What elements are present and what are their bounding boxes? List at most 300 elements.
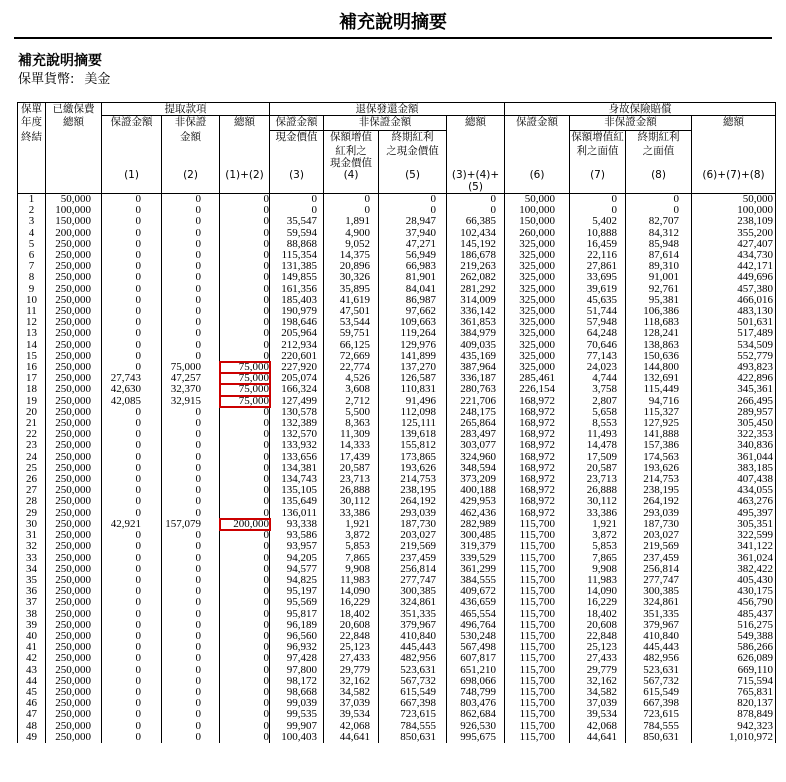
value-cell: 112,098 — [379, 407, 447, 418]
hdr-d-reversion-1: 保額增值紅 — [571, 131, 624, 143]
value-cell: 2,807 — [570, 396, 626, 407]
value-cell: 119,264 — [379, 328, 447, 339]
value-cell: 351,335 — [626, 609, 692, 620]
value-cell: 300,485 — [447, 530, 505, 541]
value-cell: 324,960 — [447, 452, 505, 463]
value-cell: 34,582 — [324, 687, 379, 698]
value-cell: 0 — [162, 194, 220, 206]
value-cell: 262,082 — [447, 272, 505, 283]
hdr-s-terminal-1: 終期紅利 — [379, 131, 447, 146]
value-cell: 100,403 — [270, 732, 324, 743]
value-cell: 0 — [162, 317, 220, 328]
value-cell: 0 — [220, 541, 270, 552]
value-cell: 14,090 — [570, 586, 626, 597]
value-cell: 282,989 — [447, 519, 505, 530]
value-cell: 0 — [220, 653, 270, 664]
value-cell: 0 — [102, 709, 162, 720]
value-cell: 250,000 — [46, 553, 102, 564]
value-cell: 281,292 — [447, 284, 505, 295]
table-row — [18, 496, 776, 507]
value-cell: 250,000 — [46, 418, 102, 429]
value-cell: 0 — [102, 216, 162, 227]
value-cell: 115,327 — [626, 407, 692, 418]
policy-year-cell: 19 — [18, 396, 46, 407]
value-cell: 256,814 — [626, 564, 692, 575]
value-cell: 115,700 — [505, 721, 570, 732]
value-cell: 0 — [162, 642, 220, 653]
value-cell: 0 — [220, 496, 270, 507]
value-cell: 0 — [220, 508, 270, 519]
value-cell: 0 — [220, 418, 270, 429]
value-cell: 0 — [162, 676, 220, 687]
value-cell: 250,000 — [46, 250, 102, 261]
value-cell: 0 — [102, 205, 162, 216]
value-cell: 715,594 — [692, 676, 776, 687]
value-cell: 748,799 — [447, 687, 505, 698]
value-cell: 615,549 — [626, 687, 692, 698]
value-cell: 0 — [220, 351, 270, 362]
policy-year-cell: 40 — [18, 631, 46, 642]
value-cell: 0 — [162, 306, 220, 317]
value-cell: 250,000 — [46, 261, 102, 272]
value-cell: 198,646 — [270, 317, 324, 328]
hdr-s-reversion-1: 保額增值 — [324, 131, 379, 146]
value-cell: 66,385 — [447, 216, 505, 227]
hdr-s-cash: 現金價值 — [270, 131, 324, 146]
hdr-paid-1: 已繳保費 — [46, 103, 102, 116]
value-cell: 250,000 — [46, 620, 102, 631]
value-cell: 250,000 — [46, 362, 102, 373]
hdr-surrender-group: 退保發還金額 — [270, 103, 505, 116]
value-cell: 94,205 — [270, 553, 324, 564]
value-cell: 56,949 — [379, 250, 447, 261]
value-cell: 4,526 — [324, 373, 379, 384]
value-cell: 324,861 — [379, 597, 447, 608]
value-cell: 0 — [102, 407, 162, 418]
value-cell: 250,000 — [46, 496, 102, 507]
value-cell: 32,162 — [324, 676, 379, 687]
policy-year-cell: 47 — [18, 709, 46, 720]
value-cell: 187,730 — [379, 519, 447, 530]
value-cell: 115,700 — [505, 732, 570, 743]
ref-label: (1)+(2) — [220, 169, 270, 194]
title-rule — [14, 37, 772, 39]
value-cell: 10,888 — [570, 228, 626, 239]
value-cell: 11,983 — [324, 575, 379, 586]
value-cell: 482,956 — [379, 653, 447, 664]
value-cell: 0 — [102, 676, 162, 687]
value-cell: 0 — [102, 496, 162, 507]
value-cell: 250,000 — [46, 631, 102, 642]
value-cell: 22,116 — [570, 250, 626, 261]
hdr-d-guaranteed: 保證金額 — [505, 116, 570, 131]
value-cell: 0 — [102, 620, 162, 631]
value-cell: 0 — [102, 485, 162, 496]
value-cell: 99,907 — [270, 721, 324, 732]
value-cell: 168,972 — [505, 418, 570, 429]
value-cell: 5,500 — [324, 407, 379, 418]
value-cell: 98,172 — [270, 676, 324, 687]
value-cell: 0 — [162, 228, 220, 239]
value-cell: 407,438 — [692, 474, 776, 485]
value-cell: 250,000 — [46, 429, 102, 440]
section-heading: 補充說明摘要 — [18, 53, 102, 69]
hdr-w-nonguaranteed-2: 金額 — [162, 131, 220, 146]
value-cell: 27,433 — [570, 653, 626, 664]
value-cell: 496,764 — [447, 620, 505, 631]
ref-label: (8) — [626, 169, 692, 194]
policy-year-cell: 20 — [18, 407, 46, 418]
value-cell: 0 — [220, 239, 270, 250]
value-cell: 45,635 — [570, 295, 626, 306]
value-cell: 8,363 — [324, 418, 379, 429]
value-cell: 186,678 — [447, 250, 505, 261]
value-cell: 0 — [220, 721, 270, 732]
value-cell: 99,535 — [270, 709, 324, 720]
value-cell: 0 — [220, 228, 270, 239]
value-cell: 250,000 — [46, 239, 102, 250]
value-cell: 383,185 — [692, 463, 776, 474]
value-cell: 250,000 — [46, 575, 102, 586]
value-cell: 266,495 — [692, 396, 776, 407]
value-cell: 96,189 — [270, 620, 324, 631]
value-cell: 30,112 — [324, 496, 379, 507]
value-cell: 9,908 — [570, 564, 626, 575]
value-cell: 98,668 — [270, 687, 324, 698]
policy-year-cell: 12 — [18, 317, 46, 328]
policy-year-cell: 24 — [18, 452, 46, 463]
policy-year-cell: 6 — [18, 250, 46, 261]
value-cell: 0 — [220, 452, 270, 463]
value-cell: 250,000 — [46, 519, 102, 530]
value-cell: 94,716 — [626, 396, 692, 407]
value-cell: 0 — [102, 261, 162, 272]
value-cell: 20,608 — [570, 620, 626, 631]
value-cell: 361,853 — [447, 317, 505, 328]
value-cell: 523,631 — [626, 665, 692, 676]
value-cell: 723,615 — [626, 709, 692, 720]
hdr-d-total: 總額 — [692, 116, 776, 131]
value-cell: 91,001 — [626, 272, 692, 283]
value-cell: 250,000 — [46, 474, 102, 485]
value-cell: 115,700 — [505, 698, 570, 709]
value-cell: 139,618 — [379, 429, 447, 440]
value-cell: 250,000 — [46, 328, 102, 339]
value-cell: 250,000 — [46, 530, 102, 541]
value-cell: 250,000 — [46, 284, 102, 295]
value-cell: 325,000 — [505, 317, 570, 328]
value-cell: 379,967 — [379, 620, 447, 631]
value-cell: 493,823 — [692, 362, 776, 373]
ref-label: (3) — [270, 169, 324, 194]
policy-year-cell: 48 — [18, 721, 46, 732]
value-cell: 168,972 — [505, 496, 570, 507]
value-cell: 115,700 — [505, 620, 570, 631]
policy-year-cell: 3 — [18, 216, 46, 227]
value-cell: 14,090 — [324, 586, 379, 597]
value-cell: 523,631 — [379, 665, 447, 676]
table-row — [18, 732, 776, 743]
value-cell: 88,868 — [270, 239, 324, 250]
value-cell: 127,925 — [626, 418, 692, 429]
value-cell: 280,763 — [447, 384, 505, 395]
value-cell: 0 — [220, 317, 270, 328]
value-cell: 23,713 — [324, 474, 379, 485]
value-cell: 97,662 — [379, 306, 447, 317]
value-cell: 174,563 — [626, 452, 692, 463]
value-cell: 168,972 — [505, 485, 570, 496]
value-cell: 14,375 — [324, 250, 379, 261]
value-cell: 0 — [102, 631, 162, 642]
value-cell: 50,000 — [505, 194, 570, 206]
value-cell: 115,700 — [505, 665, 570, 676]
value-cell: 203,027 — [626, 530, 692, 541]
value-cell: 784,555 — [626, 721, 692, 732]
hdr-paid-2: 總額 — [46, 116, 102, 131]
value-cell: 0 — [102, 597, 162, 608]
value-cell: 3,872 — [324, 530, 379, 541]
value-cell: 0 — [162, 485, 220, 496]
value-cell: 25,123 — [570, 642, 626, 653]
hdr-s-terminal-2: 之現金價值 — [379, 145, 447, 157]
value-cell: 25,123 — [324, 642, 379, 653]
policy-year-cell: 9 — [18, 284, 46, 295]
value-cell: 30,112 — [570, 496, 626, 507]
value-cell: 0 — [220, 665, 270, 676]
value-cell: 20,896 — [324, 261, 379, 272]
value-cell: 20,587 — [570, 463, 626, 474]
value-cell: 250,000 — [46, 295, 102, 306]
value-cell: 7,865 — [324, 553, 379, 564]
value-cell: 84,312 — [626, 228, 692, 239]
value-cell: 0 — [162, 631, 220, 642]
value-cell: 250,000 — [46, 463, 102, 474]
policy-year-cell: 23 — [18, 440, 46, 451]
value-cell: 293,039 — [379, 508, 447, 519]
policy-year-cell: 18 — [18, 384, 46, 395]
value-cell: 325,000 — [505, 340, 570, 351]
value-cell: 0 — [102, 362, 162, 373]
value-cell: 187,730 — [626, 519, 692, 530]
value-cell: 351,335 — [379, 609, 447, 620]
value-cell: 1,921 — [570, 519, 626, 530]
value-cell: 0 — [102, 508, 162, 519]
value-cell: 430,175 — [692, 586, 776, 597]
value-cell: 24,023 — [570, 362, 626, 373]
policy-year-cell: 31 — [18, 530, 46, 541]
value-cell: 462,436 — [447, 508, 505, 519]
value-cell: 0 — [220, 687, 270, 698]
value-cell: 820,137 — [692, 698, 776, 709]
highlighted-total-cell: 75,000 — [220, 384, 270, 395]
hdr-d-terminal-2: 之面值 — [626, 145, 692, 157]
value-cell: 314,009 — [447, 295, 505, 306]
value-cell: 0 — [162, 239, 220, 250]
value-cell: 127,499 — [270, 396, 324, 407]
value-cell: 0 — [162, 340, 220, 351]
value-cell: 219,569 — [626, 541, 692, 552]
ref-label: (3)+(4)+(5) — [447, 169, 505, 194]
value-cell: 22,848 — [324, 631, 379, 642]
value-cell: 0 — [220, 631, 270, 642]
value-cell: 0 — [162, 609, 220, 620]
value-cell: 250,000 — [46, 698, 102, 709]
table-row — [18, 384, 776, 395]
value-cell: 300,385 — [379, 586, 447, 597]
value-cell: 0 — [626, 194, 692, 206]
value-cell: 0 — [102, 732, 162, 743]
ref-label: (6) — [505, 169, 570, 194]
value-cell: 379,967 — [626, 620, 692, 631]
value-cell: 0 — [102, 351, 162, 362]
value-cell: 0 — [162, 205, 220, 216]
value-cell: 0 — [102, 564, 162, 575]
value-cell: 361,044 — [692, 452, 776, 463]
value-cell: 132,570 — [270, 429, 324, 440]
value-cell: 409,672 — [447, 586, 505, 597]
value-cell: 185,403 — [270, 295, 324, 306]
value-cell: 0 — [102, 272, 162, 283]
value-cell: 409,035 — [447, 340, 505, 351]
value-cell: 250,000 — [46, 396, 102, 407]
value-cell: 0 — [220, 284, 270, 295]
value-cell: 161,356 — [270, 284, 324, 295]
policy-year-cell: 46 — [18, 698, 46, 709]
value-cell: 0 — [270, 194, 324, 206]
value-cell: 410,840 — [626, 631, 692, 642]
value-cell: 0 — [220, 340, 270, 351]
value-cell: 0 — [220, 553, 270, 564]
value-cell: 250,000 — [46, 721, 102, 732]
value-cell: 0 — [102, 586, 162, 597]
value-cell: 0 — [162, 665, 220, 676]
hdr-d-terminal-1: 終期紅利 — [626, 131, 692, 146]
value-cell: 0 — [162, 429, 220, 440]
value-cell: 0 — [220, 709, 270, 720]
table-row — [18, 653, 776, 664]
value-cell: 17,509 — [570, 452, 626, 463]
currency-label: 保單貨幣: — [18, 72, 75, 87]
value-cell: 495,397 — [692, 508, 776, 519]
hdr-w-guaranteed: 保證金額 — [102, 116, 162, 131]
value-cell: 168,972 — [505, 474, 570, 485]
value-cell: 39,534 — [324, 709, 379, 720]
value-cell: 166,324 — [270, 384, 324, 395]
value-cell: 129,976 — [379, 340, 447, 351]
value-cell: 0 — [102, 295, 162, 306]
value-cell: 552,779 — [692, 351, 776, 362]
highlighted-total-cell: 75,000 — [220, 362, 270, 373]
value-cell: 0 — [220, 250, 270, 261]
value-cell: 283,497 — [447, 429, 505, 440]
value-cell: 134,381 — [270, 463, 324, 474]
value-cell: 485,437 — [692, 609, 776, 620]
policy-year-cell: 39 — [18, 620, 46, 631]
value-cell: 0 — [162, 216, 220, 227]
value-cell: 0 — [102, 474, 162, 485]
value-cell: 42,068 — [570, 721, 626, 732]
value-cell: 77,143 — [570, 351, 626, 362]
value-cell: 530,248 — [447, 631, 505, 642]
value-cell: 94,825 — [270, 575, 324, 586]
value-cell: 47,271 — [379, 239, 447, 250]
value-cell: 850,631 — [626, 732, 692, 743]
value-cell: 0 — [162, 597, 220, 608]
policy-year-cell: 4 — [18, 228, 46, 239]
value-cell: 387,964 — [447, 362, 505, 373]
value-cell: 250,000 — [46, 306, 102, 317]
value-cell: 100,000 — [46, 205, 102, 216]
value-cell: 0 — [162, 407, 220, 418]
value-cell: 0 — [102, 541, 162, 552]
value-cell: 995,675 — [447, 732, 505, 743]
value-cell: 33,386 — [324, 508, 379, 519]
policy-year-cell: 13 — [18, 328, 46, 339]
value-cell: 5,853 — [570, 541, 626, 552]
value-cell: 219,263 — [447, 261, 505, 272]
hdr-w-total: 總額 — [220, 116, 270, 131]
value-cell: 256,814 — [379, 564, 447, 575]
value-cell: 250,000 — [46, 665, 102, 676]
policy-year-cell: 45 — [18, 687, 46, 698]
value-cell: 44,641 — [324, 732, 379, 743]
value-cell: 325,000 — [505, 284, 570, 295]
value-cell: 0 — [162, 575, 220, 586]
value-cell: 115,700 — [505, 676, 570, 687]
value-cell: 429,953 — [447, 496, 505, 507]
value-cell: 0 — [162, 440, 220, 451]
value-cell: 449,696 — [692, 272, 776, 283]
value-cell: 277,747 — [379, 575, 447, 586]
value-cell: 405,430 — [692, 575, 776, 586]
value-cell: 250,000 — [46, 440, 102, 451]
value-cell: 466,016 — [692, 295, 776, 306]
value-cell: 0 — [220, 205, 270, 216]
value-cell: 0 — [162, 732, 220, 743]
value-cell: 50,000 — [46, 194, 102, 206]
value-cell: 0 — [162, 452, 220, 463]
table-row — [18, 541, 776, 552]
value-cell: 138,863 — [626, 340, 692, 351]
value-cell: 0 — [162, 272, 220, 283]
value-cell: 18,402 — [570, 609, 626, 620]
value-cell: 37,039 — [324, 698, 379, 709]
value-cell: 300,385 — [626, 586, 692, 597]
value-cell: 115,700 — [505, 575, 570, 586]
value-cell: 95,381 — [626, 295, 692, 306]
value-cell: 250,000 — [46, 452, 102, 463]
value-cell: 26,888 — [570, 485, 626, 496]
value-cell: 250,000 — [46, 687, 102, 698]
value-cell: 0 — [102, 665, 162, 676]
policy-year-cell: 33 — [18, 553, 46, 564]
value-cell: 85,948 — [626, 239, 692, 250]
value-cell: 70,646 — [570, 340, 626, 351]
policy-year-cell: 5 — [18, 239, 46, 250]
policy-year-cell: 26 — [18, 474, 46, 485]
value-cell: 0 — [220, 698, 270, 709]
value-cell: 28,947 — [379, 216, 447, 227]
value-cell: 669,110 — [692, 665, 776, 676]
value-cell: 66,125 — [324, 340, 379, 351]
hdr-s-guaranteed: 保證金額 — [270, 116, 324, 131]
value-cell: 0 — [162, 698, 220, 709]
value-cell: 0 — [324, 205, 379, 216]
ref-label: (5) — [379, 169, 447, 194]
value-cell: 0 — [162, 541, 220, 552]
table-row — [18, 440, 776, 451]
hdr-year-2: 年度 — [18, 116, 46, 131]
